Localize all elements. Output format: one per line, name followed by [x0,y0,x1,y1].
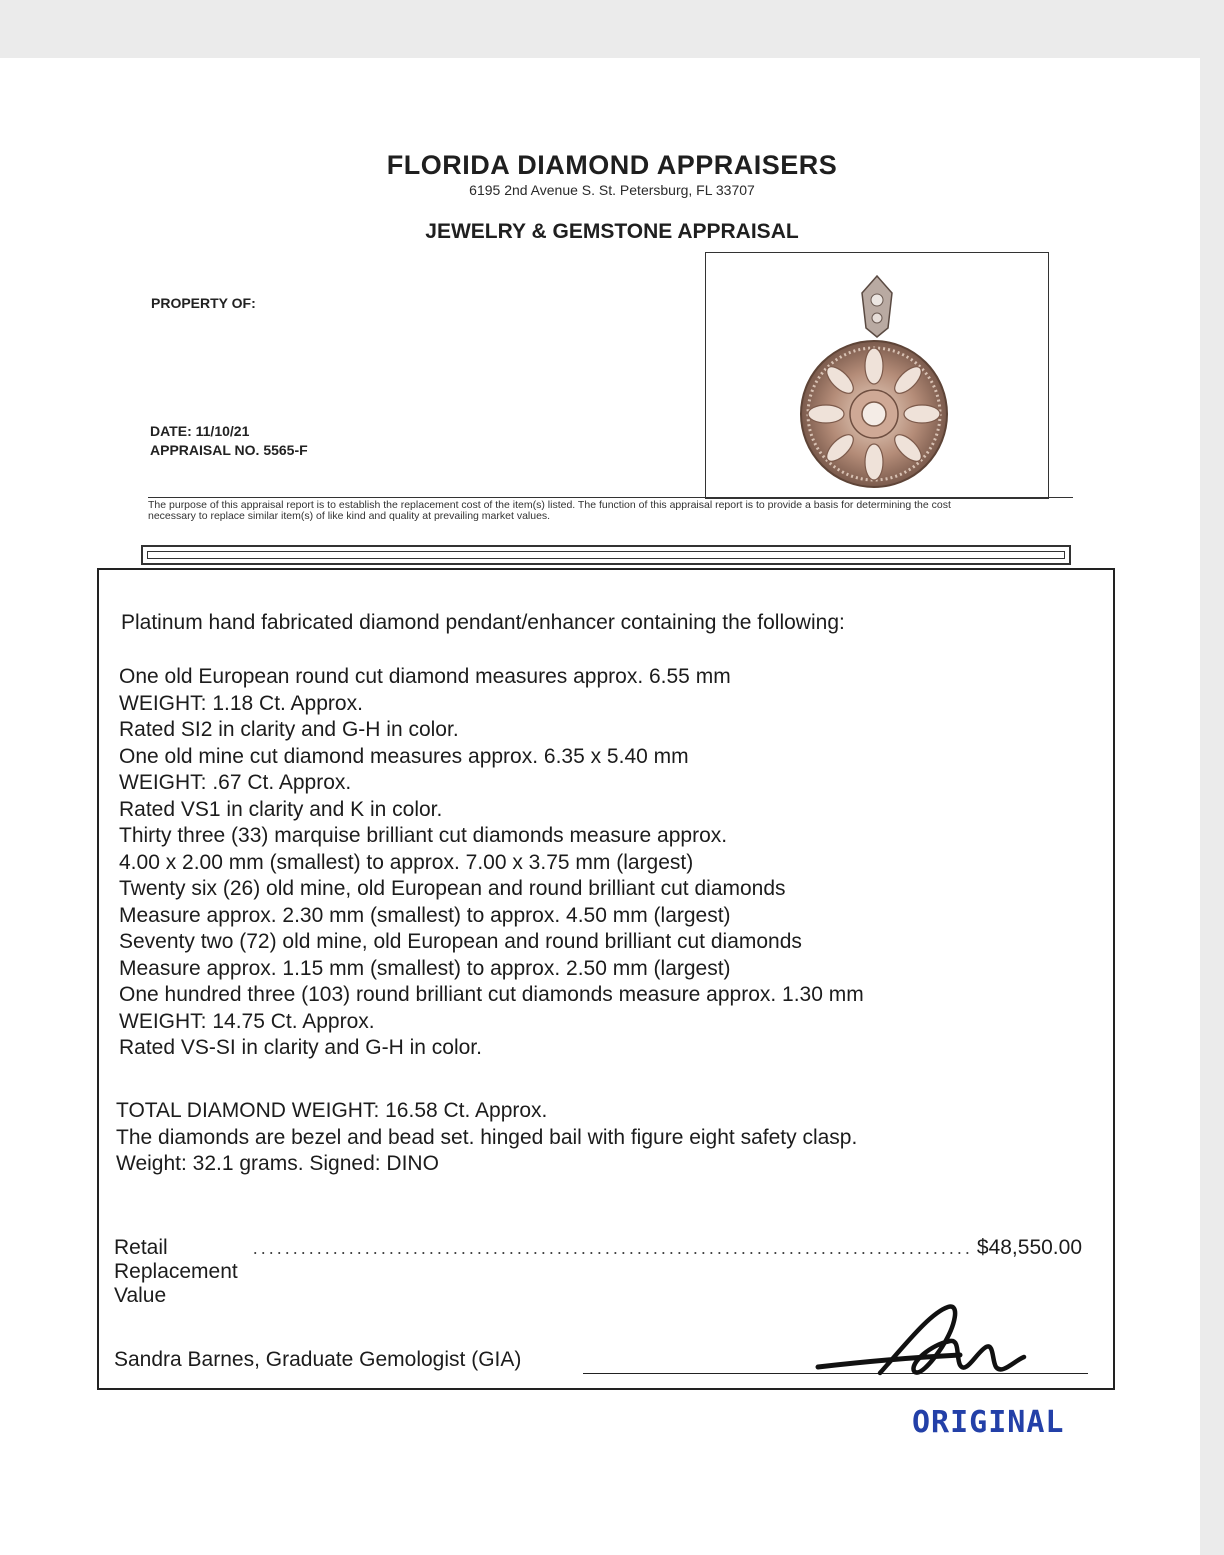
detail-line: Measure approx. 1.15 mm (smallest) to approx. 2.50 mm (largest) [119,956,731,980]
detail-line: Twenty six (26) old mine, old European and round brilliant cut diamonds [119,877,786,900]
double-rule-divider [141,545,1071,565]
company-name: FLORIDA DIAMOND APPRAISERS [386,150,838,180]
detail-line: WEIGHT: 1.18 Ct. Approx. [119,691,363,715]
weight-signed-line: Weight: 32.1 grams. Signed: DINO [116,1152,439,1175]
diamond-pendant-photo [706,253,1048,498]
appraisal-number-row [150,442,308,458]
detail-line: Seventy two (72) old mine, old European and round brilliant cut diamonds [119,930,802,953]
replacement-value-label: Retail Replacement Value [114,1236,238,1307]
pendant-disc [801,341,947,487]
date-value: 11/10/21 [195,423,250,439]
detail-line: WEIGHT: 14.75 Ct. Approx. [119,1009,375,1033]
date-label: DATE: [150,423,192,439]
detail-line: One old European round cut diamond measures approx. 6.55 mm [119,665,731,688]
pendant-bail [862,276,892,337]
description-intro: Platinum hand fabricated diamond pendant/enhancer containing the following: [121,611,845,634]
detail-line: Thirty three (33) marquise brilliant cut diamonds measure approx. [119,824,728,847]
detail-line: Measure approx. 2.30 mm (smallest) to approx. 4.50 mm (largest) [119,903,731,927]
purpose-line: necessary to replace similar item(s) of like kind and quality at prevailing market values. [148,510,551,522]
setting-line: The diamonds are bezel and bead set. hinged bail with figure eight safety clasp. [116,1125,858,1149]
detail-line: Rated SI2 in clarity and G-H in color. [119,718,459,741]
appraisal-number-value: 5565-F [263,442,308,458]
property-of-label: PROPERTY OF: [151,295,256,311]
company-address: 6195 2nd Avenue S. St. Petersburg, FL 33707 [469,182,755,198]
summary-block [116,1098,857,1178]
purpose-statement [148,497,1073,522]
detail-line: Rated VS1 in clarity and K in color. [119,797,443,821]
handwritten-signature [810,1295,1040,1390]
purpose-line: The purpose of this appraisal report is to establish the replacement cost of the item(s) listed. The function of this appraisal report is to provide a basis for determining the cost [148,499,951,511]
item-photo-frame [705,252,1049,499]
detail-line: 4.00 x 2.00 mm (smallest) to approx. 7.00 x 3.75 mm (largest) [119,850,694,874]
detail-line: One hundred three (103) round brilliant cut diamonds measure approx. 1.30 mm [119,983,864,1006]
detail-line: Rated VS-SI in clarity and G-H in color. [119,1036,482,1059]
detail-line: WEIGHT: .67 Ct. Approx. [119,771,352,794]
appraisal-number-label: APPRAISAL NO. [150,442,260,458]
document-title: JEWELRY & GEMSTONE APPRAISAL [425,220,799,243]
diamond-details [119,664,864,1062]
detail-line: One old mine cut diamond measures approx. 6.35 x 5.40 mm [119,744,689,768]
leader-dots: .......................................................................................... [252,1238,973,1258]
original-stamp: ORIGINAL [912,1405,1065,1440]
date-row [150,423,249,439]
replacement-value-amount: $48,550.00 [976,1236,1082,1259]
appraiser-name: Sandra Barnes, Graduate Gemologist (GIA) [114,1348,522,1371]
total-weight-line: TOTAL DIAMOND WEIGHT: 16.58 Ct. Approx. [116,1099,548,1122]
